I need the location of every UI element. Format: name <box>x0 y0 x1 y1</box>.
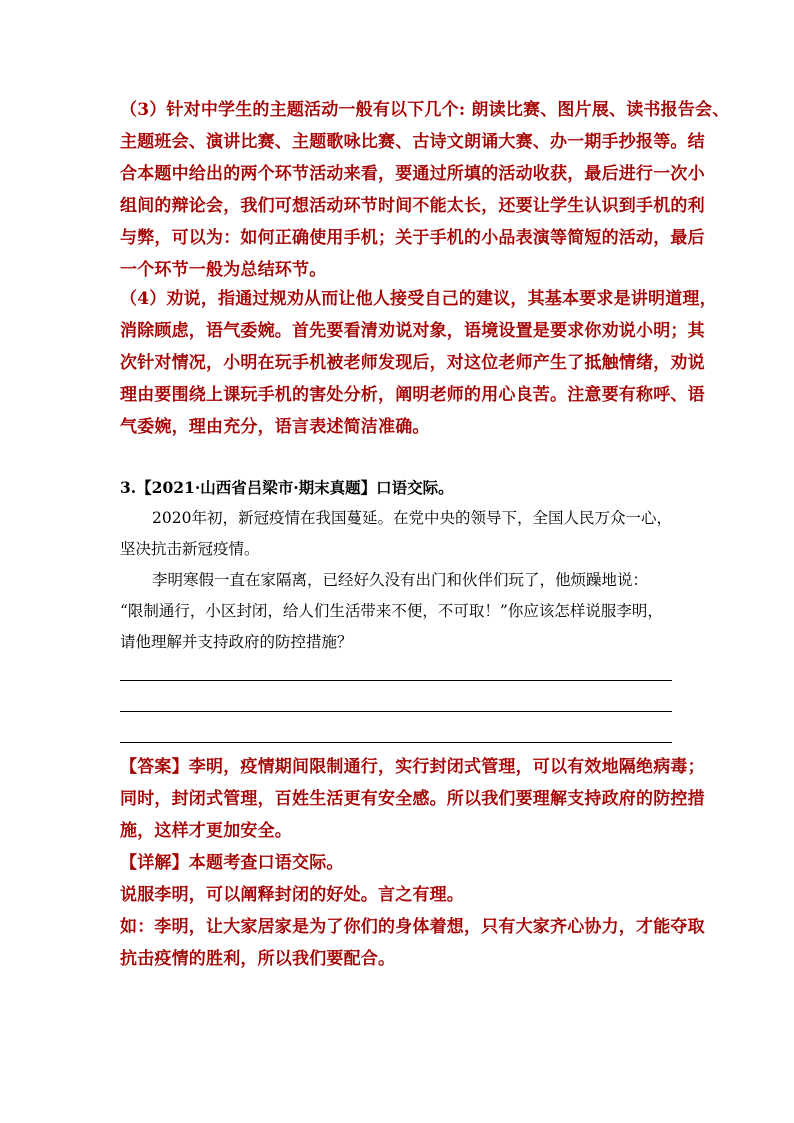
text-line: 气委婉，理由充分，语言表述简洁准确。 <box>120 417 430 437</box>
text-line: 请他理解并支持政府的防控措施？ <box>120 633 353 651</box>
text-line: 与弊，可以为：如何正确使用手机；关于手机的小品表演等简短的活动，最后 <box>120 228 705 248</box>
text-line: 2020年初，新冠疫情在我国蔓延。在党中央的领导下，全国人民万众一心， <box>152 509 672 527</box>
text-line: 如：李明，让大家居家是为了你们的身体着想，只有大家齐心协力，才能夺取 <box>120 917 705 937</box>
analysis-part-4 <box>120 283 717 443</box>
text-line: “限制通行，小区封闭，给人们生活带来不便，不可取！”你应该怎样说服李明， <box>120 602 663 620</box>
text-line: 主题班会、演讲比赛、主题歌咏比赛、古诗文朗诵大赛、办一期手抄报等。结 <box>120 132 705 152</box>
text-line: 理由要围绕上课玩手机的害处分析，阐明老师的用心良苦。注意要有称呼、语 <box>120 385 705 405</box>
analysis-part-3 <box>120 94 730 286</box>
answer-blank-line <box>120 742 672 743</box>
text-line: 【答案】李明，疫情期间限制通行，实行封闭式管理，可以有效地隔绝病毒； <box>120 757 705 777</box>
answer-blank-line <box>120 680 672 681</box>
text-line: 说服李明，可以阐释封闭的好处。言之有理。 <box>120 885 464 905</box>
text-line: （3）针对中学生的主题活动一般有以下几个: 朗读比赛、图片展、读书报告会、 <box>120 100 730 120</box>
text-line: 组间的辩论会，我们可想活动环节时间不能太长，还要让学生认识到手机的利 <box>120 196 705 216</box>
text-line: 次针对情况，小明在玩手机被老师发现后，对这位老师产生了抵触情绪，劝说 <box>120 353 705 373</box>
text-line: 李明寒假一直在家隔离，已经好久没有出门和伙伴们玩了，他烦躁地说： <box>152 571 649 589</box>
answer-blank-line <box>120 711 672 712</box>
text-line: 合本题中给出的两个环节活动来看，要通过所填的活动收获，最后进行一次小 <box>120 164 705 184</box>
text-line: （4）劝说，指通过规劝从而让他人接受自己的建议，其基本要求是讲明道理， <box>120 289 717 309</box>
question-3 <box>120 472 680 658</box>
text-line: 坚决抗击新冠疫情。 <box>120 540 260 558</box>
text-line: 【详解】本题考查口语交际。 <box>120 853 344 873</box>
question-title: 3.【2021·山西省吕梁市·期末真题】口语交际。 <box>120 478 454 497</box>
text-line: 一个环节一般为总结环节。 <box>120 260 327 280</box>
text-line: 施，这样才更加安全。 <box>120 821 292 841</box>
text-line: 同时，封闭式管理，百姓生活更有安全感。所以我们要理解支持政府的防控措 <box>120 789 705 809</box>
text-line: 抗击疫情的胜利，所以我们要配合。 <box>120 949 396 969</box>
answer-section <box>120 751 705 975</box>
text-line: 消除顾虑，语气委婉。首先要看清劝说对象，语境设置是要求你劝说小明；其 <box>120 321 705 341</box>
